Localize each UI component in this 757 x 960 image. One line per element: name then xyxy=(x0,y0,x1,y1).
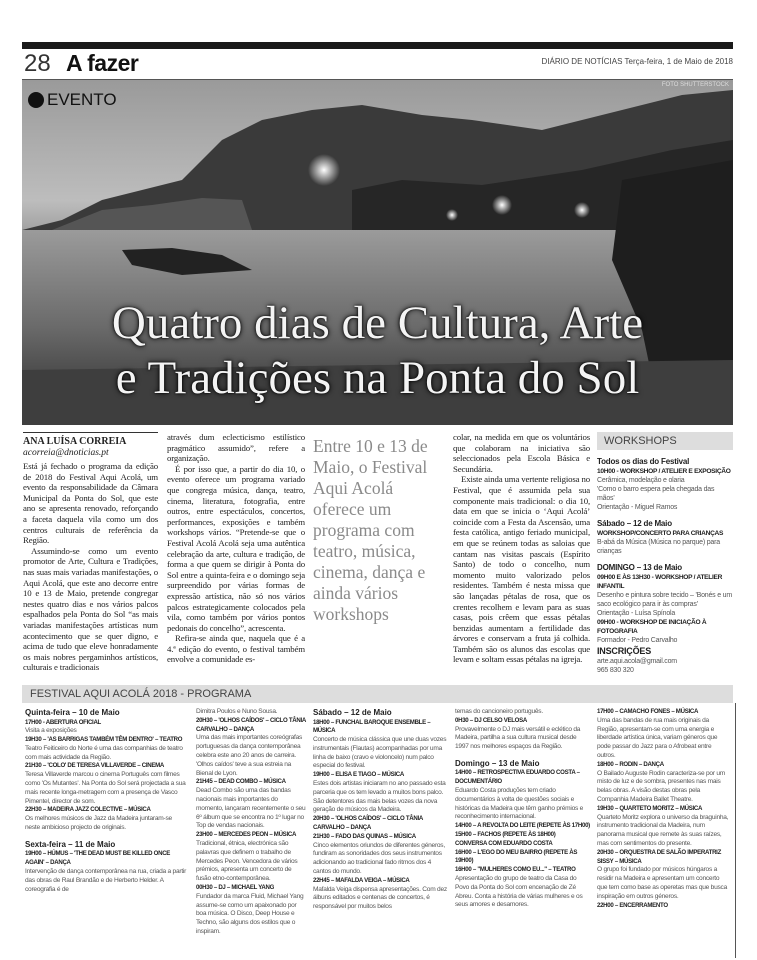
event-heading: 00H30 – DJ – MICHAEL YANG xyxy=(196,883,275,891)
page-number: 28 xyxy=(24,50,51,77)
paragraph: É por isso que, a partir do dia 10, o evento oferece um programa variado que congrega música, dança, teatro, cinema, literatura, fotografia, entre outros, entre espectáculos, concertos, performances, exposições e também workshops vários. “Pretende-se que o Festival Acolá Acolá seja uma autêntica celebração da arte, cultura e tradição, de forma a que quem se dirigir à Ponta do Sol entre a quinta-feira e o domingo seja surpreendido por várias formas de expressão artística, não só nos vários palcos estrategicamente colocados pela vila, como também por vários pontos pedonais do concelho”, acrescenta. xyxy=(167,463,305,633)
event-heading: 19H00 – ELISA E TIAGO – MÚSICA xyxy=(313,771,405,779)
event-heading: 19H30 – 'AS BARRIGAS TAMBÉM TÊM DENTRO' – TEATRO xyxy=(25,736,183,744)
section-title: A fazer xyxy=(66,50,139,76)
day-heading: Sábado – 12 de Maio xyxy=(597,519,672,528)
paragraph: Existe ainda uma vertente religiosa no Festival, que é assumida pela sua componente mais tradicional: o dia 10, data em que se inicia o ‘Aqui Acolá’ coincide com a Festa da Ascensão, uma festa católica, antigo feriado municipal, em que se reúnem todas as saloias que cantam nas visitas pascais (Espírito Santo) de todo o concelho, num momento muito valorizado pelos residentes. Também é nesta missa que são lançadas pétalas de rosa, que os crentes recolhem e levam para as suas casas, pois crêem que essas pétalas benzidas aumentam a fertilidade das árvores e conservam a fruta já colhida. Também são os alunos das escolas que levam e soltam essas pétalas na igreja. xyxy=(453,474,590,665)
event-description: Apresentação do grupo de teatro da Casa do Povo da Ponta do Sol com encenação de Zé Abreu. Conta a história de várias mulheres e os seus amores e desamores. xyxy=(455,875,583,909)
event-heading: 14H00 – A REVOLTA DO LEITE (REPETE ÀS 17H00) xyxy=(455,822,590,830)
event-heading: 09H00 E ÀS 13H30 - WORKSHOP / ATELIER INFANTIL xyxy=(597,574,723,590)
event-description: O Bailado Auguste Rodin caracteriza-se por um misto de luz e de sombra, presentes nas mais belas obras. A visão destas obras pela Companhia Madeira Ballet Theatre. xyxy=(597,769,726,803)
event-heading: 0H30 – DJ CELSO VELOSA xyxy=(455,716,527,724)
paragraph: colar, na medida em que os voluntários que colaboram na iniciativa são seleccionados pela Escola Básica e Secundária. xyxy=(453,432,590,474)
event-description: Orientação - Miguel Ramos xyxy=(597,504,678,511)
day-heading: Sábado – 12 de Maio xyxy=(313,708,392,717)
program-column xyxy=(455,708,590,910)
event-heading: 17H00 – CAMACHO FONES – MÚSICA xyxy=(597,708,699,715)
program-column xyxy=(25,708,188,894)
event-heading: 19H00 – HÚMUS – 'THE DEAD MUST BE KILLED ONCE AGAIN' – DANÇA xyxy=(25,850,171,867)
event-description: Concerto de música clássica que une duas vozes instrumentais (Flautas) acompanhadas por uma linha de baixo (cravo e violoncelo) num palco especial do festival. xyxy=(313,736,447,770)
article-column-1 xyxy=(23,461,158,673)
headline-line: e Tradições na Ponta do Sol xyxy=(115,352,640,404)
event-heading: 20H30 – 'OLHOS CAÍDOS' – CICLO TÂNIA CARVALHO – DANÇA xyxy=(313,815,423,832)
event-heading: WORKSHOP/CONCERTO PARA CRIANÇAS xyxy=(597,530,724,537)
event-description: Uma das mais importantes coreógrafas portuguesas da dança contemporânea celebra este ano 20 anos de carreira. 'Olhos caídos' teve a sua estreia na Bienal de Lyon. xyxy=(196,734,303,777)
paragraph: Assumindo-se como um evento promotor de Arte, Cultura e Tradições, nas suas mais variadas manifestações, o Aqui Acolá, que este ano decorre entre 10 e 13 de Maio, pretende congregar nestes quatro dias e nos vários palcos espalhados pela Ponta do Sol “as mais variadas manifestações artísticas num acontecimento que se quer digno, e acima de tudo que eleve honradamente os mais nobres pergaminhos artísticos, culturais e tradicionais xyxy=(23,545,158,673)
event-heading: 18H00 – FUNCHAL BAROQUE ENSEMBLE – MÚSICA xyxy=(313,718,431,735)
event-heading: 20H30 – 'OLHOS CAÍDOS' – CICLO TÂNIA CARVALHO – DANÇA xyxy=(196,716,306,733)
day-heading: Sexta-feira – 11 de Maio xyxy=(25,839,116,849)
event-description: Tradicional, étnica, electrónica são palavras que definem o trabalho de Mercedes Peon. Vencedora de vários prémios, apresenta um concerto de fusão etno-contemporânea. xyxy=(196,839,298,883)
event-heading: 16H00 – "MULHERES COMO EU..." – TEATRO xyxy=(455,866,576,874)
workshops-box xyxy=(597,432,733,675)
program-column xyxy=(196,708,306,937)
pull-quote: Entre 10 e 13 de Maio, o Festival Aqui Acolá oferece um programa com teatro, música, cinema, dança e ainda vários workshops xyxy=(313,436,428,624)
author-email: acorreia@dnoticias.pt xyxy=(23,448,109,458)
event-description: Provavelmente o DJ mais versátil e eclético da Madeira, partilha a sua cultura musical desde 1997 nos melhores espaços da Região. xyxy=(455,725,581,751)
column-rule xyxy=(735,703,736,958)
event-heading: 20H30 – ORQUESTRA DE SALÃO IMPERATRIZ SISSY – MÚSICA xyxy=(597,848,721,865)
top-bar xyxy=(22,42,733,49)
day-heading: Quinta-feira – 10 de Maio xyxy=(25,708,120,717)
event-heading: 21H30 – FADO DAS QUINAS – MÚSICA xyxy=(313,832,416,840)
bullet-icon xyxy=(28,92,44,108)
day-heading: Domingo – 13 de Maio xyxy=(455,758,540,768)
photo-credit: FOTO SHUTTERSTOCK xyxy=(661,82,729,88)
event-description: Estes dois artistas iniciaram no ano passado esta parceria que os tem levado a muitos bons palco. São detentores das mais belas vozes da nova geração de músicos da Madeira. xyxy=(313,780,446,814)
day-heading: DOMINGO – 13 de Maio xyxy=(597,563,682,572)
article-column-4 xyxy=(453,432,590,665)
paragraph: Refira-se ainda que, naquela que é a 4.ª edição do evento, o festival também envolve a comunidade es- xyxy=(167,633,305,665)
event-description: temas do cancioneiro português. xyxy=(455,708,543,715)
event-description: Intervenção de dança contemporânea na rua, criada a partir das obras de Raul Brandão e de Herberto Helder. A coreografia é de xyxy=(25,867,187,893)
event-description: arte.aqui.acola@gmail.com xyxy=(597,658,677,665)
event-heading: 16H00 – L'EGO DO MEU BAIRRO (REPETE ÀS 19H00) xyxy=(455,848,578,865)
event-description: O grupo foi fundado por músicos húngaros a residir na Madeira e apresentam um concerto que tem como base as operetas mas que busca inspiração em outros géneros. xyxy=(597,866,727,900)
paragraph: Está já fechado o programa da edição de 2018 do Festival Aqui Acolá, um evento da responsabilidade da Câmara Municipal da Ponta do Sol, que este ano se apresenta renovado, reforçando a faceta daquela vila como um dos centros culturais de referência da Região. xyxy=(23,461,158,546)
event-heading: 21H30 – 'COLO' DE TERESA VILLAVERDE – CINEMA xyxy=(25,762,165,770)
event-description: B-abá da Música (Música no parque) para crianças xyxy=(597,539,720,555)
event-description: Formador - Pedro Carvalho xyxy=(597,637,678,644)
event-heading: CONVERSA COM EDUARDO COSTA xyxy=(455,839,553,847)
kicker-text: EVENTO xyxy=(47,90,117,109)
event-description: Orientação - Luísa Spínola xyxy=(597,610,676,617)
event-heading: 23H00 – MERCEDES PEON – MÚSICA xyxy=(196,831,297,839)
event-description: 'Como o barro espera pela chegada das mãos' xyxy=(597,486,715,502)
registration-heading: INSCRIÇÕES xyxy=(597,646,652,656)
event-description: Dimitra Poulos e Nuno Sousa. xyxy=(196,708,278,715)
event-heading: 22H30 – MADEIRA JAZZ COLECTIVE – MÚSICA xyxy=(25,806,151,814)
event-description: Cerâmica, modelação e olaria xyxy=(597,477,685,484)
event-heading: 18H00 – RODIN – DANÇA xyxy=(597,760,664,768)
event-heading: 22H45 – MAFALDA VEIGA – MÚSICA xyxy=(313,876,410,884)
event-description: Eduardo Costa produções tem criado documentários à volta de questões sociais e históricas da Madeira que têm ganho prémios e reconhecimento internacional. xyxy=(455,787,584,821)
event-heading: 21H45 – DEAD COMBO – MÚSICA xyxy=(196,778,286,786)
author: ANA LUÍSA CORREIA xyxy=(23,436,127,447)
day-heading: Todos os dias do Festival xyxy=(597,457,690,466)
workshops-list xyxy=(597,457,733,675)
headline xyxy=(22,296,733,406)
event-description: Mafalda Veiga dispensa apresentações. Com dez álbuns editados e centenas de concertos, é responsável por muitos belos xyxy=(313,885,447,911)
event-description: Dead Combo são uma das bandas nacionais mais importantes do momento, lançaram recentemente o seu 6º álbum que se encontra no 1º lugar no Top de vendas nacionais. xyxy=(196,787,306,830)
event-description: Os melhores músicos de Jazz da Madeira juntaram-se neste ambicioso projecto de originais. xyxy=(25,815,172,832)
article-column-2 xyxy=(167,432,305,665)
event-heading: 17H00 - ABERTURA OFICIAL xyxy=(25,718,101,726)
event-heading: 14H00 – RETROSPECTIVA EDUARDO COSTA – DOCUMENTÁRIO xyxy=(455,769,580,786)
event-description: 965 830 320 xyxy=(597,667,634,674)
event-heading: 22H00 – ENCERRAMENTO xyxy=(597,901,668,909)
event-description: Teatro Feiticeiro do Norte é uma das companhias de teatro com mais actividade da Região. xyxy=(25,744,183,761)
event-description: Fundador da marca Fluid, Michael Yang assume-se como um apaixonado por boa música. O Disco, Deep House e Techno, são alguns dos estilos que o inspiram. xyxy=(196,892,304,935)
event-description: Quarteto Moritz explora o universo da braguinha, instrumento tradicional da Madeira, num panorama musical que remete às suas raízes, mas com sentimentos do presente. xyxy=(597,813,729,847)
event-heading: 19H30 – QUARTETO MORITZ – MÚSICA xyxy=(597,804,703,812)
program-column xyxy=(313,708,449,912)
byline-rule xyxy=(23,432,158,433)
event-heading: 09H00 - WORKSHOP DE INICIAÇÃO À FOTOGRAFIA xyxy=(597,619,707,635)
headline-line: Quatro dias de Cultura, Arte xyxy=(111,297,644,349)
event-heading: 15H00 – FACHOS (REPETE ÀS 18H00) xyxy=(455,831,556,839)
program-column xyxy=(597,708,730,910)
event-description: Teresa Villaverde marcou o cinema Português com filmes como 'Os Mutantes'. Na Ponta do Sol será projectada a sua mais recente longa-metragem com a presença de Vasco Pimentel, director de som. xyxy=(25,771,186,805)
event-heading: 10H00 - WORKSHOP / ATELIER E EXPOSIÇÃO xyxy=(597,468,731,475)
event-description: Cinco elementos oriundos de diferentes géneros, fundiram as sonoridades dos seus instrumentos adicionando ao tradicional fado ritmos dos 4 cantos do mundo. xyxy=(313,841,445,876)
paragraph: através dum eclecticismo estilístico pragmático assumido”, refere a organização. xyxy=(167,432,305,464)
event-description: Desenho e pintura sobre tecido – 'Bonés e um saco ecológico para ir às compras' xyxy=(597,592,732,608)
kicker-label xyxy=(28,90,117,110)
event-description: Uma das bandas de rua mais originais da Região, apresentam-se com uma energia e liberdade artística única, variam géneros que pode passar do Jazz para o Afrobeat entre outros. xyxy=(597,716,718,759)
masthead: DIÁRIO DE NOTÍCIAS Terça-feira, 1 de Maio de 2018 xyxy=(541,57,733,66)
program-title: FESTIVAL AQUI ACOLÁ 2018 - PROGRAMA xyxy=(22,685,733,703)
event-description: Visita a exposições xyxy=(25,727,77,735)
workshops-title: WORKSHOPS xyxy=(597,432,733,450)
